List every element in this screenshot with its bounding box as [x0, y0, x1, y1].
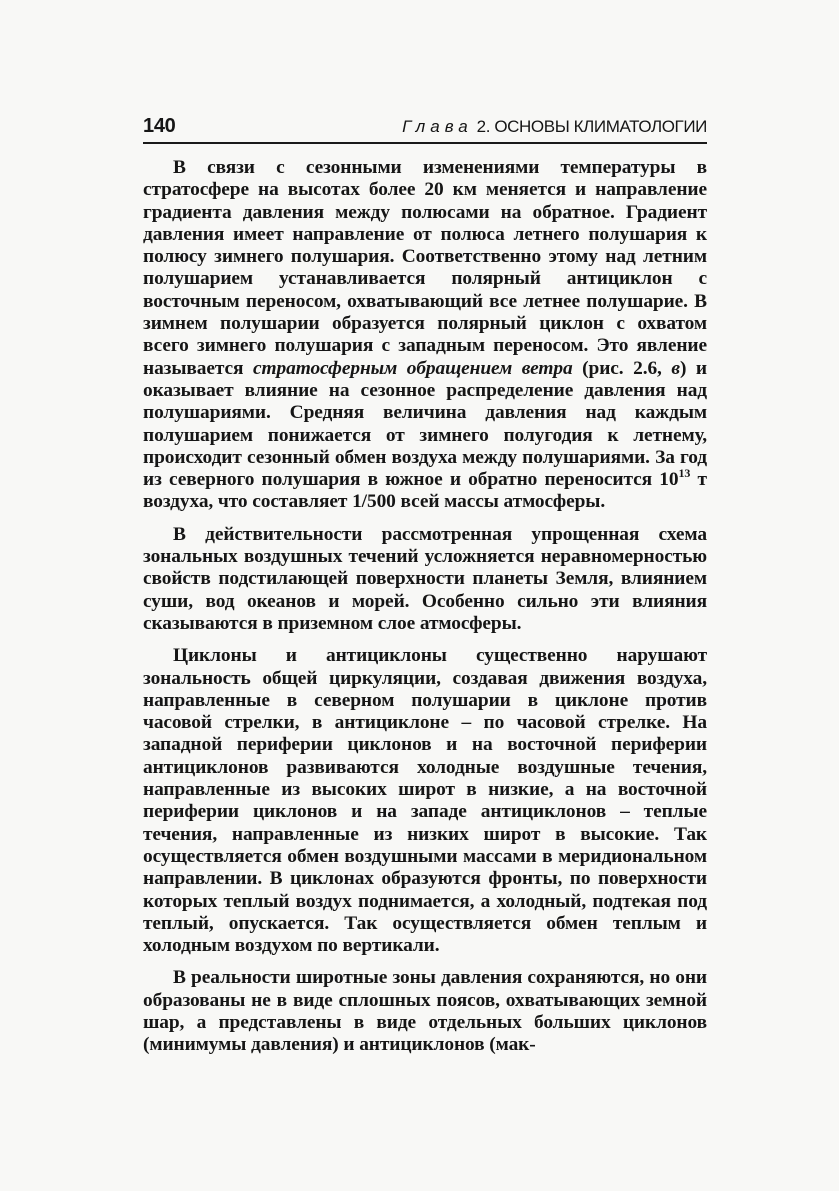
body-text	[143, 157, 707, 1067]
page-number: 140	[143, 115, 176, 137]
figure-letter: в	[671, 357, 680, 379]
paragraph-1-text-a: В связи с сезонными изменениями температуры в стратосфере на высотах более 20 км меняется и направление градиента давления между полюсами на обратное. Градиент давления имеет направление от полюса летнего полушария к полюсу зимнего полушария. Соответственно этому над летним полушарием устанавливается полярный антициклон с восточным переносом, охватывающий все летнее полушарие. В зимнем полушарии образуется полярный циклон с охватом всего зимнего полушария с западным переносом. Это явление называется	[143, 157, 707, 379]
page-header	[143, 112, 707, 144]
paragraph-1-text-b: (рис. 2.6,	[572, 357, 672, 379]
chapter-word: Глава	[402, 117, 473, 136]
paragraph-1-text-c: ) и оказывает влияние на сезонное распределение давления над полушариями. Средняя величина давления над каждым полушарием понижается от зимнего полугодия к летнему, происходит сезонный обмен воздуха между полушариями. За год из северного полушария в южное и обратно переносится 10	[143, 357, 707, 491]
term-stratospheric-reversal: стратосферным обращением ветра	[253, 357, 573, 379]
paragraph-4: В реальности широтные зоны давления сохраняются, но они образованы не в виде сплошных поясов, охватывающих земной шар, а представлены в виде отдельных больших циклонов (минимумы давления) и антициклонов (мак-	[143, 967, 707, 1056]
paragraph-1-text-d: т воздуха, что составляет 1/500 всей массы атмосферы.	[143, 469, 707, 513]
paragraph-3: Циклоны и антициклоны существенно нарушают зональность общей циркуляции, создавая движения воздуха, направленные в северном полушарии в циклоне против часовой стрелки, в антициклоне – по часовой стрелке. На западной периферии циклонов и на восточной периферии антициклонов развиваются холодные воздушные течения, направленные из высоких широт в низкие, а на восточной периферии циклонов и на западе антициклонов – теплые течения, направленные из низких широт в высокие. Так осуществляется обмен воздушными массами в меридиональном направлении. В циклонах образуются фронты, по поверхности которых теплый воздух поднимается, а холодный, подтекая под теплый, опускается. Так осуществляется обмен теплым и холодным воздухом по вертикали.	[143, 645, 707, 957]
exponent: 13	[678, 466, 691, 481]
running-head	[402, 117, 707, 137]
paragraph-2: В действительности рассмотренная упрощенная схема зональных воздушных течений усложняется неравномерностью свойств подстилающей поверхности планеты Земля, влиянием суши, вод океанов и морей. Особенно сильно эти влияния сказываются в приземном слое атмосферы.	[143, 523, 707, 634]
chapter-title: 2. ОСНОВЫ КЛИМАТОЛОГИИ	[476, 117, 707, 136]
paragraph-1	[143, 157, 707, 514]
